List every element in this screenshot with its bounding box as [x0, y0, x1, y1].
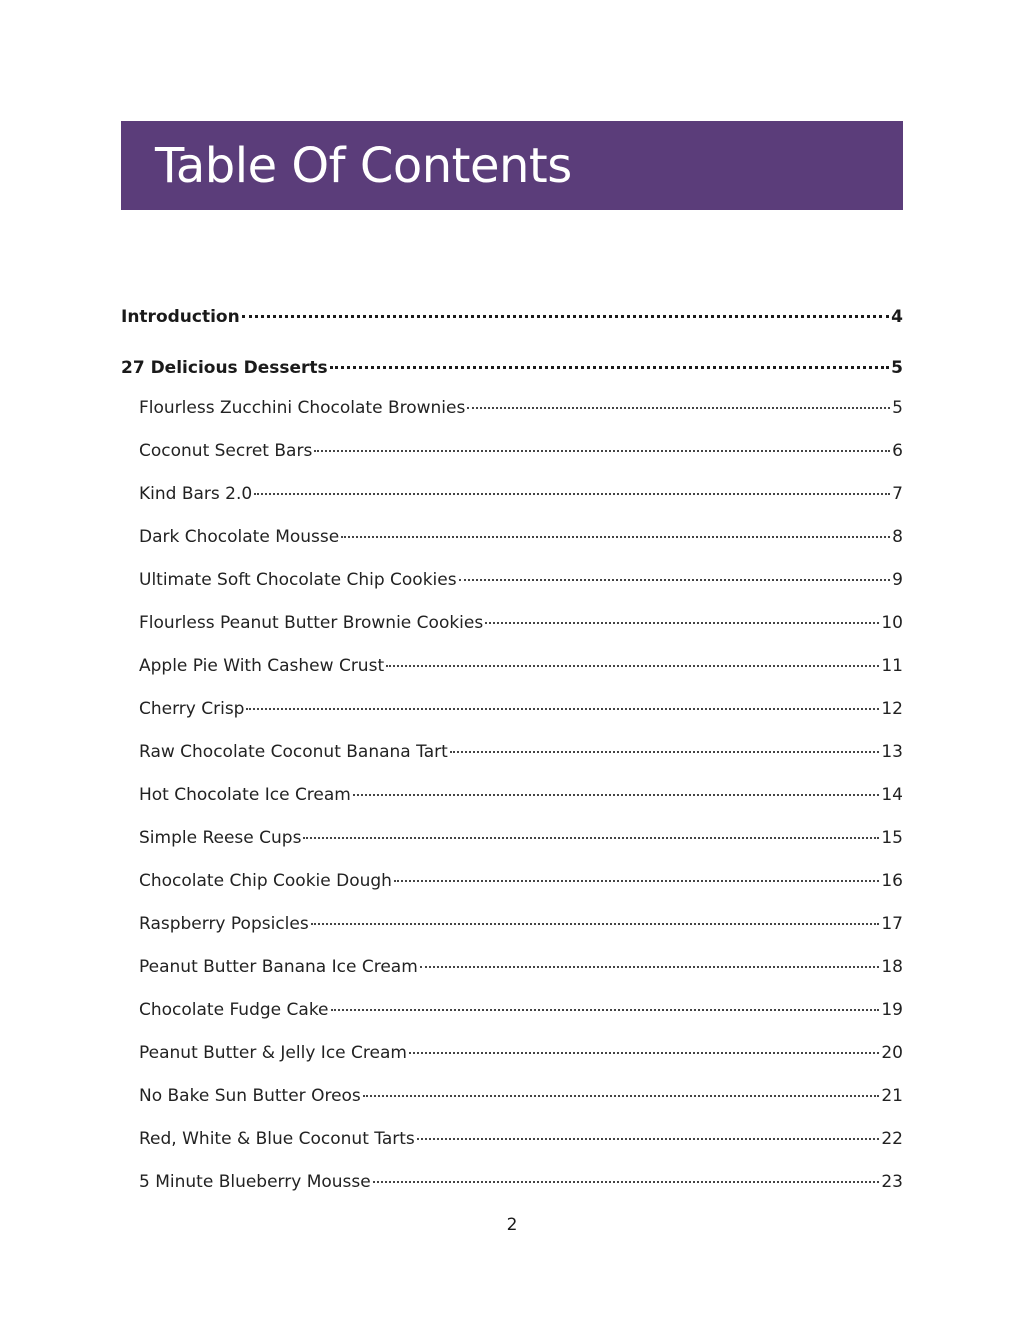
toc-dot-leader: [373, 1164, 880, 1183]
toc-entry-page: 5: [892, 398, 903, 418]
toc-dot-leader: [394, 863, 879, 882]
toc-dot-leader: [341, 519, 890, 538]
toc-dot-leader: [459, 562, 891, 581]
toc-entry-page: 19: [881, 1000, 903, 1020]
toc-dot-leader: [363, 1078, 880, 1097]
toc-entry-page: 15: [881, 828, 903, 848]
toc-entry-label: Chocolate Chip Cookie Dough: [139, 871, 392, 891]
page-title: Table Of Contents: [155, 138, 572, 194]
toc-entry-label: Dark Chocolate Mousse: [139, 527, 340, 547]
toc-dot-leader: [450, 734, 880, 753]
toc-entry-label: Hot Chocolate Ice Cream: [139, 785, 351, 805]
toc-entry[interactable]: [139, 910, 903, 934]
toc-entry[interactable]: [139, 523, 903, 547]
toc-entry-page: 12: [881, 699, 903, 719]
toc-entry[interactable]: [139, 1125, 903, 1149]
toc-entry-page: 8: [892, 527, 903, 547]
toc-entry-label: No Bake Sun Butter Oreos: [139, 1086, 361, 1106]
toc-entry[interactable]: [139, 996, 903, 1020]
toc-entry[interactable]: [139, 824, 903, 848]
toc-dot-leader: [242, 298, 889, 318]
toc-entry-page: 9: [892, 570, 903, 590]
toc-entry-label: Cherry Crisp: [139, 699, 245, 719]
title-banner: [121, 121, 903, 210]
toc-entry-page: 11: [881, 656, 903, 676]
toc-entry[interactable]: [121, 353, 903, 378]
toc-entry[interactable]: [139, 1168, 903, 1192]
toc-dot-leader: [353, 777, 879, 796]
toc-dot-leader: [311, 906, 880, 925]
toc-dot-leader: [420, 949, 880, 968]
toc-entry-label: 27 Delicious Desserts: [121, 358, 328, 378]
toc-entry[interactable]: [139, 394, 903, 418]
toc-entry-label: Red, White & Blue Coconut Tarts: [139, 1129, 415, 1149]
toc-entry-label: 5 Minute Blueberry Mousse: [139, 1172, 371, 1192]
toc-entry[interactable]: [139, 480, 903, 504]
toc-dot-leader: [254, 476, 890, 495]
toc-entry-page: 7: [892, 484, 903, 504]
toc-dot-leader: [485, 605, 879, 624]
toc-entry-label: Peanut Butter Banana Ice Cream: [139, 957, 418, 977]
toc-entry-label: Raw Chocolate Coconut Banana Tart: [139, 742, 448, 762]
toc-entry-page: 22: [881, 1129, 903, 1149]
toc-entry-page: 6: [892, 441, 903, 461]
toc-entry[interactable]: [139, 781, 903, 805]
toc-entry-label: Raspberry Popsicles: [139, 914, 309, 934]
toc-entry-page: 16: [881, 871, 903, 891]
toc-entry-page: 4: [891, 307, 903, 327]
toc-entry-page: 5: [891, 358, 903, 378]
toc-entry-label: Simple Reese Cups: [139, 828, 302, 848]
toc-entry[interactable]: [139, 566, 903, 590]
toc-entry[interactable]: [139, 953, 903, 977]
toc-dot-leader: [417, 1121, 880, 1140]
toc-dot-leader: [386, 648, 879, 667]
toc-dot-leader: [330, 349, 890, 369]
toc-dot-leader: [467, 390, 890, 409]
toc-entry-label: Chocolate Fudge Cake: [139, 1000, 329, 1020]
toc-entry[interactable]: [139, 867, 903, 891]
toc-entry-page: 18: [881, 957, 903, 977]
toc-entry-page: 20: [881, 1043, 903, 1063]
toc-entry[interactable]: [139, 1039, 903, 1063]
toc-entry-page: 21: [881, 1086, 903, 1106]
toc-dot-leader: [246, 691, 879, 710]
toc-entry-page: 17: [881, 914, 903, 934]
toc-entry[interactable]: [139, 695, 903, 719]
toc-entry-label: Apple Pie With Cashew Crust: [139, 656, 385, 676]
toc-entry-label: Ultimate Soft Chocolate Chip Cookies: [139, 570, 457, 590]
toc-entry[interactable]: [121, 302, 903, 327]
toc-dot-leader: [409, 1035, 879, 1054]
toc-entry[interactable]: [139, 1082, 903, 1106]
page-number: 2: [506, 1215, 518, 1235]
toc-dot-leader: [303, 820, 879, 839]
toc-entry-label: Introduction: [121, 307, 240, 327]
toc-entry[interactable]: [139, 609, 903, 633]
toc-dot-leader: [314, 433, 890, 452]
toc-dot-leader: [331, 992, 880, 1011]
toc-entry[interactable]: [139, 437, 903, 461]
toc-entry-label: Flourless Peanut Butter Brownie Cookies: [139, 613, 484, 633]
toc-entry-label: Flourless Zucchini Chocolate Brownies: [139, 398, 466, 418]
toc-entry-page: 10: [881, 613, 903, 633]
toc-entry[interactable]: [139, 738, 903, 762]
toc-entry-label: Kind Bars 2.0: [139, 484, 253, 504]
toc-entry[interactable]: [139, 652, 903, 676]
toc-entry-label: Peanut Butter & Jelly Ice Cream: [139, 1043, 407, 1063]
toc-entry-label: Coconut Secret Bars: [139, 441, 313, 461]
toc-entry-page: 13: [881, 742, 903, 762]
toc-entry-page: 23: [881, 1172, 903, 1192]
toc-entry-page: 14: [881, 785, 903, 805]
